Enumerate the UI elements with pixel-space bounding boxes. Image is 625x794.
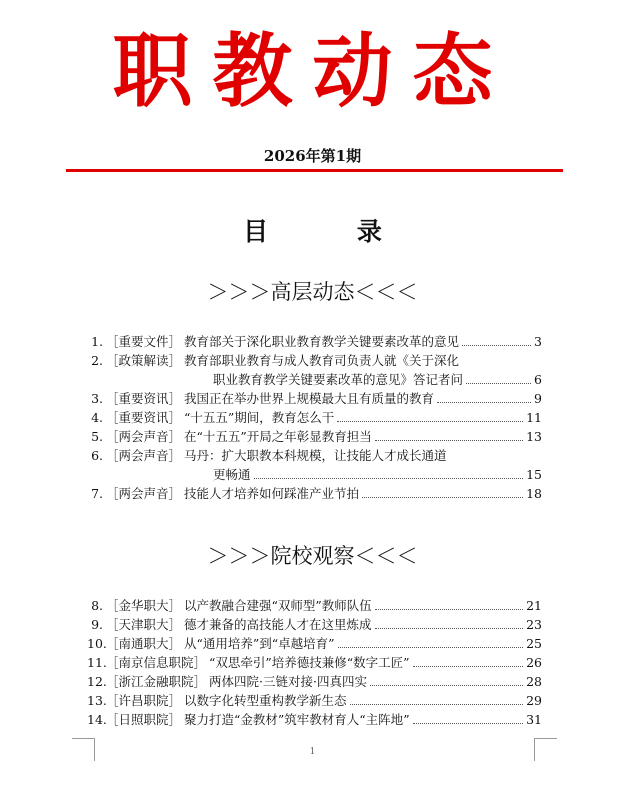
toc-entry-page: 18 — [526, 486, 542, 501]
toc-entry-line — [87, 634, 542, 653]
toc-entry-line — [87, 672, 542, 691]
toc-entry-category: ［金华职大］ — [106, 598, 182, 613]
toc-entry-number: 7. — [91, 486, 103, 501]
toc-entry-line — [87, 446, 542, 465]
toc-entry[interactable] — [87, 596, 542, 615]
toc-entry-page: 15 — [526, 467, 542, 482]
toc-entry-title: “双思牵引”培养德技兼修“数字工匠” — [209, 655, 410, 670]
dot-leader — [375, 628, 524, 629]
toc-entry-number: 14. — [87, 712, 107, 727]
toc-entry-line — [87, 351, 542, 370]
toc-entry-line — [87, 484, 542, 503]
toc-entry[interactable] — [87, 351, 542, 389]
toc-entry-number: 6. — [91, 448, 103, 463]
toc-entry-page: 29 — [526, 693, 542, 708]
toc-entry-page: 11 — [526, 410, 542, 425]
dot-leader — [254, 478, 524, 479]
toc-entry-page: 31 — [526, 712, 542, 727]
toc-entry-line — [87, 653, 542, 672]
dot-leader — [362, 497, 523, 498]
toc-entry-line — [87, 710, 542, 729]
toc-entry-category: ［重要资讯］ — [106, 391, 182, 406]
toc-entry[interactable] — [87, 653, 542, 672]
toc-entry-title: 教育部关于深化职业教育教学关键要素改革的意见 — [184, 334, 460, 349]
dot-leader — [375, 609, 523, 610]
toc-entry-number: 12. — [87, 674, 107, 689]
toc-entry-category: ［政策解读］ — [106, 353, 182, 368]
toc-entry-line — [87, 332, 542, 351]
toc-entry[interactable] — [87, 389, 542, 408]
toc-entry-category: ［南通职大］ — [106, 636, 182, 651]
toc-entry-page: 13 — [526, 429, 542, 444]
toc-entry-title: 聚力打造“金教材”筑牢教材育人“主阵地” — [184, 712, 410, 727]
toc-entry-line — [87, 389, 542, 408]
toc-entry-page: 6 — [534, 372, 542, 387]
dot-leader — [370, 685, 523, 686]
toc-entry-title: 我国正在举办世界上规模最大且有质量的教育 — [184, 391, 435, 406]
toc-entry-category: ［两会声音］ — [106, 486, 182, 501]
toc-entry-line — [87, 408, 542, 427]
section-heading-leadership: ＞＞＞高层动态＜＜＜ — [207, 280, 418, 304]
toc-entry-title: 德才兼备的高技能人才在这里炼成 — [184, 617, 372, 632]
toc-entry-page: 9 — [534, 391, 542, 406]
dot-leader — [350, 704, 524, 705]
toc-entry-page: 25 — [526, 636, 542, 651]
toc-entry[interactable] — [87, 332, 542, 351]
toc-entry-number: 10. — [87, 636, 107, 651]
toc-entry-page: 23 — [526, 617, 542, 632]
toc-entry-continuation — [87, 465, 542, 484]
toc-entry-category: ［许昌职院］ — [106, 693, 182, 708]
toc-entry-category: ［重要资讯］ — [106, 410, 182, 425]
toc-entry-number: 11. — [87, 655, 107, 670]
toc-entry-number: 8. — [91, 598, 103, 613]
dot-leader — [337, 421, 523, 422]
toc-entry-title: 从“通用培养”到“卓越培育” — [184, 636, 335, 651]
dot-leader — [437, 402, 531, 403]
toc-entry-title: 两体四院·三链对接·四真四实 — [209, 674, 367, 689]
toc-list-schools — [87, 596, 542, 729]
toc-entry-line — [87, 596, 542, 615]
toc-entry-line — [87, 427, 542, 446]
toc-entry[interactable] — [87, 710, 542, 729]
toc-entry-category: ［南京信息职院］ — [106, 655, 207, 670]
dot-leader — [338, 647, 524, 648]
toc-entry[interactable] — [87, 408, 542, 427]
masthead-title: 职教动态 — [112, 25, 513, 118]
toc-title: 目 录 — [243, 217, 422, 246]
toc-entry-title: 以产教融合建强“双师型”教师队伍 — [184, 598, 372, 613]
toc-entry-category: ［日照职院］ — [106, 712, 182, 727]
toc-entry-line — [87, 615, 542, 634]
toc-entry-category: ［重要文件］ — [106, 334, 182, 349]
toc-entry[interactable] — [87, 446, 542, 484]
toc-entry-number: 5. — [91, 429, 103, 444]
toc-entry-line — [87, 691, 542, 710]
toc-entry[interactable] — [87, 691, 542, 710]
toc-entry-title: 以数字化转型重构教学新生态 — [184, 693, 347, 708]
toc-entry-page: 21 — [526, 598, 542, 613]
toc-entry[interactable] — [87, 615, 542, 634]
toc-entry-number: 2. — [91, 353, 103, 368]
toc-entry-category: ［两会声音］ — [106, 429, 182, 444]
toc-entry-category: ［天津职大］ — [106, 617, 182, 632]
toc-entry-title-cont: 职业教育教学关键要素改革的意见》答记者问 — [213, 372, 464, 387]
toc-entry-page: 3 — [534, 334, 542, 349]
page-number: 1 — [309, 747, 316, 757]
toc-entry[interactable] — [87, 484, 542, 503]
toc-entry-continuation — [87, 370, 542, 389]
dot-leader — [413, 666, 524, 667]
section-heading-schools: ＞＞＞院校观察＜＜＜ — [207, 544, 418, 568]
dot-leader — [413, 723, 524, 724]
toc-entry-number: 9. — [91, 617, 103, 632]
issue-number: 2026年第1期 — [263, 147, 362, 165]
header-divider — [66, 169, 563, 172]
toc-entry-title: 技能人才培养如何踩准产业节拍 — [184, 486, 360, 501]
toc-entry-page: 28 — [526, 674, 542, 689]
dot-leader — [466, 383, 531, 384]
toc-entry-number: 4. — [91, 410, 103, 425]
toc-entry-category: ［两会声音］ — [106, 448, 182, 463]
toc-entry-title: 教育部职业教育与成人教育司负责人就《关于深化 — [184, 353, 460, 368]
toc-entry[interactable] — [87, 672, 542, 691]
toc-entry-number: 13. — [87, 693, 107, 708]
toc-entry-title: 马丹：扩大职教本科规模，让技能人才成长通道 — [184, 448, 447, 463]
toc-entry-page: 26 — [526, 655, 542, 670]
dot-leader — [462, 345, 531, 346]
toc-entry-title-cont: 更畅通 — [213, 467, 251, 482]
toc-entry-title: “十五五”期间，教育怎么干 — [184, 410, 335, 425]
toc-entry-title: 在“十五五”开局之年彰显教育担当 — [184, 429, 372, 444]
toc-entry[interactable] — [87, 634, 542, 653]
dot-leader — [375, 440, 523, 441]
toc-list-leadership — [87, 332, 542, 503]
toc-entry-category: ［浙江金融职院］ — [106, 674, 207, 689]
toc-entry-number: 3. — [91, 391, 103, 406]
toc-entry-number: 1. — [91, 334, 103, 349]
toc-entry[interactable] — [87, 427, 542, 446]
